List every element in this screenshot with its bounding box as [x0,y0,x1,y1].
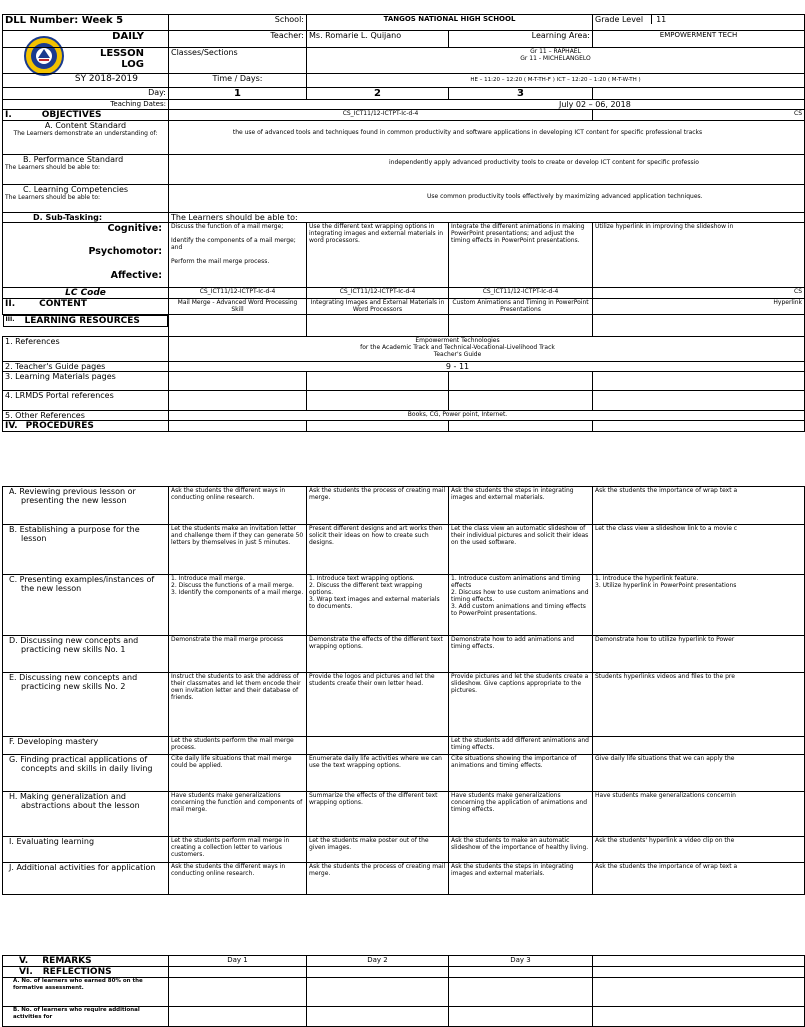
lrmds-label: 4. LRMDS Portal references [3,391,169,411]
procedure-day-1: Instruct the students to ask the address of their classmates and let them encode their own invitation letter and their database of friends. [169,673,307,737]
procedure-day-3: 1. Introduce custom animations and timing effects 2. Discuss how to use custom animations and timing effects. 3. Add custom animations and timing effects to PowerPoint presentations. [449,575,593,636]
school-year: SY 2018-2019 [3,74,169,88]
content-day-1: Mail Merge - Advanced Word Processing Skill [169,299,307,315]
domains-row [3,223,805,288]
teaching-dates-label: Teaching Dates: [3,100,169,110]
remarks-row [3,956,805,967]
cognitive-label: Cognitive: [107,223,162,234]
procedure-day-1: Have students make generalizations concerning the function and components of mail merge. [169,792,307,837]
classes-value-1: Gr 11 – RAPHAEL [530,48,581,55]
remarks-label: REMARKS [42,956,92,966]
header-row-classes [3,48,805,74]
procedure-day-4: Ask the students' hyperlink a video clip on the [593,837,805,863]
header-row-time [3,74,805,88]
procedures-num: IV. [5,421,18,431]
procedure-day-4: Ask the students the importance of wrap text a [593,863,805,895]
procedure-label: G. Finding practical applications of concepts and skills in daily living [3,755,169,792]
reflection-a-label: A. No. of learners who earned 80% on the formative assessment. [3,978,169,1007]
learning-resources-label: LEARNING RESOURCES [24,316,140,326]
content-standard-label: Content Standard [55,121,127,130]
reflection-b-label: B. No. of learners who require additional activities for [3,1007,169,1027]
day-2: 2 [307,88,449,100]
lc-code-day-4: CS [593,288,805,299]
content-standard-num: A. [44,121,53,130]
procedure-day-1: Let the students make an invitation letter and challenge them if they can generate 50 letters by themselves in just 5 minutes. [169,525,307,575]
procedure-day-2: Ask the students the process of creating mail merge. [307,487,449,525]
lc-code-row [3,288,805,299]
procedure-day-3: Let the class view an automatic slideshow of their individual pictures and solicit their ideas on the used software. [449,525,593,575]
psychomotor-label: Psychomotor: [88,246,162,257]
procedure-day-2: Provide the logos and pictures and let the students create their own letter head. [307,673,449,737]
procedure-row [3,575,805,636]
day-3: 3 [449,88,593,100]
lc-code-label: LC Code [3,288,169,299]
content-day-4: Hyperlink [593,299,805,315]
performance-standard-sub: The Learners should be able to: [5,164,101,171]
procedure-day-3: Ask the students the steps in integrating images and external materials. [449,863,593,895]
procedure-row [3,525,805,575]
procedure-row [3,673,805,737]
procedure-day-4: Demonstrate how to utilize hyperlink to Power [593,636,805,673]
procedure-day-4 [593,737,805,755]
references-label: 1. References [3,337,169,362]
content-standard-row [3,121,805,155]
header-row-school [3,15,805,31]
procedure-day-3: Demonstrate how to add animations and timing effects. [449,636,593,673]
sub-tasking-num: D. [33,213,43,222]
teachers-guide-value: 9 - 11 [169,362,805,372]
remarks-day-1: Day 1 [169,956,307,967]
title-daily: DAILY [3,31,169,48]
domains-day-4: Utilize hyperlink in improving the slideshow in [593,223,805,288]
sub-tasking-row [3,213,805,223]
reflections-row [3,967,805,978]
lc-code-day-1: CS_ICT11/12-ICTPT-Ic-d-4 [169,288,307,299]
procedure-day-3: Ask the students the steps in integrating images and external materials. [449,487,593,525]
procedure-day-2: 1. Introduce text wrapping options. 2. Discuss the different text wrapping options. 3. Wrap text images and external materials to documents. [307,575,449,636]
header-row-teacher [3,31,805,48]
day-1: 1 [169,88,307,100]
lrmds-row [3,391,805,411]
procedure-day-2: Ask the students the process of creating mail merge. [307,863,449,895]
sub-tasking-label: Sub-Tasking: [45,213,103,222]
title-log: LOG [121,59,144,70]
procedure-day-4: 1. Introduce the hyperlink feature. 3. Utilize hyperlink in PowerPoint presentations [593,575,805,636]
procedure-row [3,487,805,525]
teaching-dates-row [3,100,805,110]
learning-competencies-value: Use common productivity tools effectively by maximizing advanced application techniques. [169,185,805,213]
procedure-day-2: Present different designs and art works then solicit their ideas on how to create such designs. [307,525,449,575]
content-day-2: Integrating Images and External Materials in Word Processors [307,299,449,315]
time-label: Time / Days: [169,74,307,88]
learning-area-value: EMPOWERMENT TECH [593,31,805,48]
affective-label: Affective: [110,270,162,281]
grade-level-label: Grade Level [595,15,644,24]
objectives-row [3,110,805,121]
day-row [3,88,805,100]
procedure-row [3,863,805,895]
procedure-day-1: Let the students perform mail merge in creating a collection letter to various customers. [169,837,307,863]
content-label: CONTENT [39,299,87,309]
procedure-day-4: Have students make generalizations concernin [593,792,805,837]
sub-tasking-value: The Learners should be able to: [169,213,805,223]
learning-resources-num: III. [5,316,15,323]
procedure-day-1: 1. Introduce mail merge. 2. Discuss the functions of a mail merge. 3. Identify the components of a mail merge. [169,575,307,636]
domains-day-2: Use the different text wrapping options in integrating images and external materials in word processors. [307,223,449,288]
procedure-label: B. Establishing a purpose for the lesson [3,525,169,575]
dll-number: DLL Number: Week 5 [3,15,169,31]
procedure-day-4: Students hyperlinks videos and files to the pre [593,673,805,737]
procedure-day-3: Cite situations showing the importance of animations and timing effects. [449,755,593,792]
procedure-label: D. Discussing new concepts and practicing new skills No. 1 [3,636,169,673]
lc-code-day-3: CS_ICT11/12-ICTPT-Ic-d-4 [449,288,593,299]
reflections-num: VI. [19,967,33,977]
content-day-3: Custom Animations and Timing in PowerPoint Presentations [449,299,593,315]
procedures-label: PROCEDURES [25,421,94,431]
procedure-day-1: Ask the students the different ways in conducting online research. [169,487,307,525]
procedure-day-4: Give daily life situations that we can apply the [593,755,805,792]
procedure-row [3,792,805,837]
domains-day-3: Integrate the different animations in making PowerPoint presentations; and adjust the timing effects in PowerPoint presentations. [449,223,593,288]
learning-materials-label: 3. Learning Materials pages [3,372,169,391]
procedure-label: I. Evaluating learning [3,837,169,863]
procedure-day-2: Summarize the effects of the different text wrapping options. [307,792,449,837]
remarks-day-3: Day 3 [449,956,593,967]
procedure-label: A. Reviewing previous lesson or presenting the new lesson [3,487,169,525]
performance-standard-row [3,155,805,185]
teachers-guide-label: 2. Teacher's Guide pages [3,362,169,372]
procedure-label: E. Discussing new concepts and practicing new skills No. 2 [3,673,169,737]
lc-code-day-2: CS_ICT11/12-ICTPT-Ic-d-4 [307,288,449,299]
content-num: II. [5,299,16,309]
learning-competencies-num: C. [23,185,32,194]
title-lesson: LESSON [99,48,144,59]
procedure-day-1: Let the students perform the mail merge process. [169,737,307,755]
lesson-log-header-table [2,14,805,432]
procedure-day-2: Demonstrate the effects of the different text wrapping options. [307,636,449,673]
procedure-row [3,636,805,673]
content-standard-sub: The Learners demonstrate an understanding of: [13,130,158,137]
performance-standard-value: independently apply advanced productivity tools to create or develop ICT content for specific professio [169,155,805,185]
procedure-day-2: Let the students make poster out of the given images. [307,837,449,863]
references-value: Empowerment Technologies for the Academic Track and Technical-Vocational-Livelihood Track Teacher's Guide [169,337,805,362]
objectives-code: CS_ICT11/12-ICTPT-Ic-d-4 [169,110,593,121]
procedure-label: H. Making generalization and abstractions about the lesson [3,792,169,837]
other-references-row [3,411,805,421]
learning-competencies-label: Learning Competencies [33,185,129,194]
objectives-code-cut: CS [593,110,805,121]
teacher-value: Ms. Romarie L. Quijano [307,31,449,48]
classes-label: Classes/Sections [169,48,307,74]
procedure-label: J. Additional activities for application [3,863,169,895]
school-value: TANGOS NATIONAL HIGH SCHOOL [307,15,593,31]
procedure-row [3,755,805,792]
day-label: Day: [3,88,169,100]
procedure-day-2 [307,737,449,755]
learning-area-label: Learning Area: [449,31,593,48]
procedure-day-2: Enumerate daily life activities where we can use the text wrapping options. [307,755,449,792]
reflection-a-row [3,978,805,1007]
other-references-value: Books, CG, Power point, Internet. [169,411,805,421]
performance-standard-label: Performance Standard [33,155,124,164]
time-value: HE – 11:20 – 12:20 ( M-T-TH-F ) ICT – 12:20 – 1:20 ( M-T-W-TH ) [307,74,805,88]
procedure-day-3: Have students make generalizations concerning the application of animations and timing effects. [449,792,593,837]
procedure-day-1: Demonstrate the mail merge process [169,636,307,673]
references-row [3,337,805,362]
procedure-day-4: Let the class view a slideshow link to a movie c [593,525,805,575]
procedure-day-4: Ask the students the importance of wrap text a [593,487,805,525]
school-label: School: [169,15,307,31]
learning-materials-row [3,372,805,391]
procedures-table [2,486,805,895]
procedures-row [3,421,805,432]
procedure-row [3,737,805,755]
content-standard-value: the use of advanced tools and techniques found in common productivity and software applications in developing ICT content for specific professional tracks [169,121,805,155]
grade-level-value: 11 [651,15,686,24]
reflection-b-row [3,1007,805,1027]
remarks-day-2: Day 2 [307,956,449,967]
procedure-day-3: Let the students add different animations and timing effects. [449,737,593,755]
reflections-label: REFLECTIONS [42,967,112,977]
procedure-day-3: Provide pictures and let the students create a slideshow. Give captions appropriate to the pictures. [449,673,593,737]
procedure-day-1: Cite daily life situations that mail merge could be applied. [169,755,307,792]
procedure-day-1: Ask the students the different ways in conducting online research. [169,863,307,895]
classes-value-2: Gr 11 - MICHELANGELO [520,55,591,62]
performance-standard-num: B. [23,155,32,164]
procedure-row [3,837,805,863]
other-references-label: 5. Other References [3,411,169,421]
procedure-label: C. Presenting examples/instances of the new lesson [3,575,169,636]
remarks-num: V. [19,956,29,966]
teacher-label: Teacher: [169,31,307,48]
remarks-table [2,955,805,1027]
teaching-dates-value: July 02 – 06, 2018 [169,100,805,110]
domains-day-1: Discuss the function of a mail merge; Identify the components of a mail merge; and Perform the mail merge process. [169,223,307,288]
learning-resources-row [3,315,805,337]
learning-competencies-row [3,185,805,213]
objectives-label: OBJECTIVES [41,110,102,120]
procedure-label: F. Developing mastery [3,737,169,755]
objectives-num: I. [5,110,12,120]
teachers-guide-row [3,362,805,372]
procedure-day-3: Ask the students to make an automatic slideshow of the importance of healthy living. [449,837,593,863]
content-row [3,299,805,315]
learning-competencies-sub: The Learners should be able to: [5,194,101,201]
